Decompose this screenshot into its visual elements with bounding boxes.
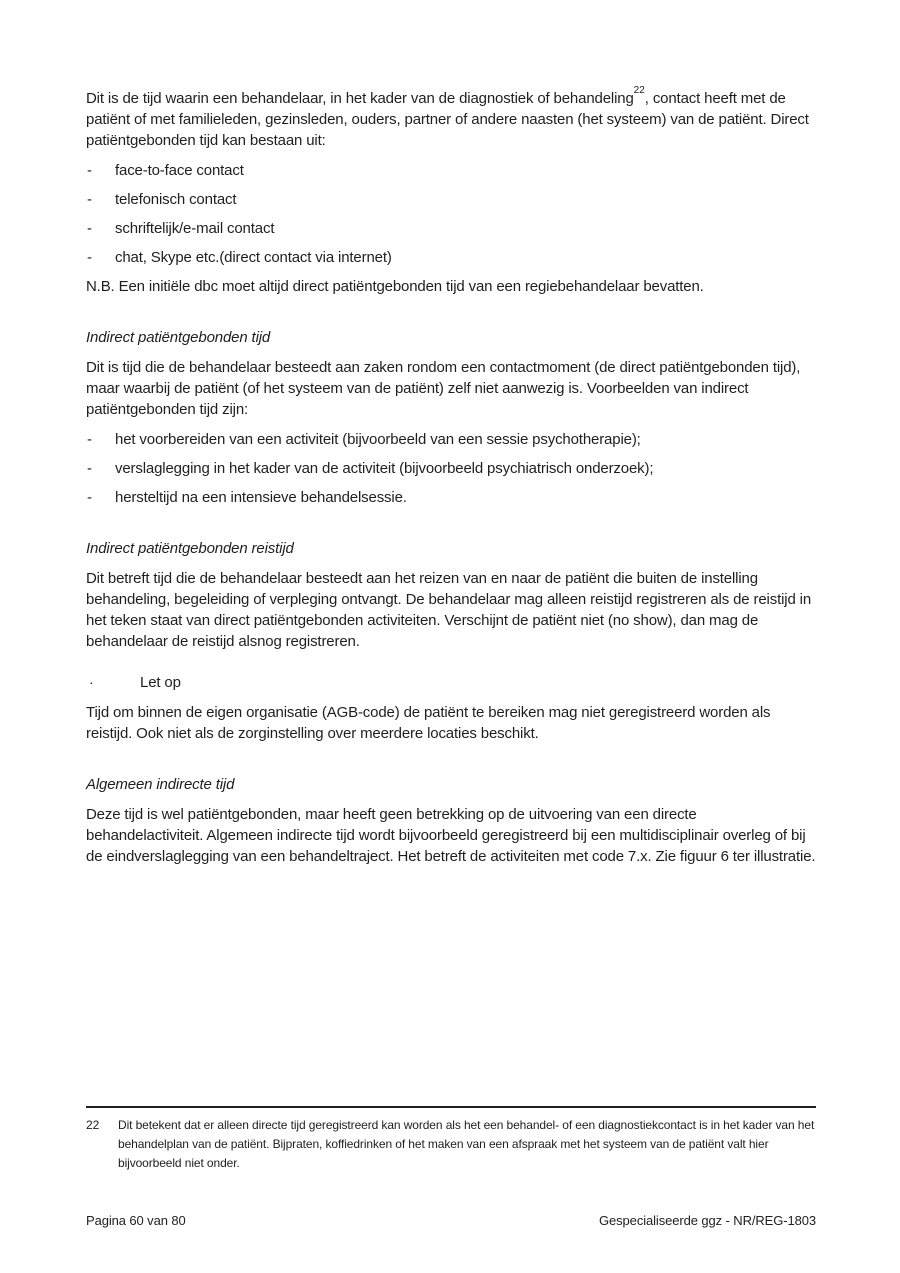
list-item-text: schriftelijk/e-mail contact [115, 220, 275, 237]
list-item-text: verslaglegging in het kader van de activiteit (bijvoorbeeld psychiatrisch onderzoek); [115, 460, 654, 477]
page-number-indicator: Pagina 60 van 80 [86, 1213, 186, 1228]
footnote-text: Dit betekent dat er alleen directe tijd geregistreerd kan worden als het een behandel- of een diagnostiekcontact is in het kader van het behandelplan van de patiënt. Bijpraten, koffiedrinken of het maken van een afspraak met het systeem van de patiënt valt hier bijvoorbeeld niet onder. [118, 1118, 815, 1170]
list-item-text: het voorbereiden van een activiteit (bijvoorbeeld van een sessie psychotherapie); [115, 431, 641, 448]
dash-bullet: - [87, 460, 92, 477]
nb-note: N.B. Een initiële dbc moet altijd direct patiëntgebonden tijd van een regiebehandelaar bevatten. [86, 278, 704, 295]
direct-contact-list [86, 160, 816, 268]
section-heading-indirect-tijd: Indirect patiëntgebonden tijd [86, 329, 271, 346]
list-item-text: face-to-face contact [115, 162, 244, 179]
footnote-area [86, 1106, 816, 1173]
intro-paragraph [86, 85, 816, 151]
dash-bullet: - [87, 489, 92, 506]
footnote [86, 1116, 816, 1173]
let-op-label: Let op [140, 674, 181, 691]
list-item [86, 218, 816, 239]
page-footer [86, 1212, 816, 1229]
footnote-number: 22 [86, 1118, 100, 1132]
list-item [86, 429, 816, 450]
list-item [86, 160, 816, 181]
list-item [86, 458, 816, 479]
let-op-paragraph: Tijd om binnen de eigen organisatie (AGB-code) de patiënt te bereiken mag niet geregistreerd worden als reistijd. Ook niet als de zorginstelling over meerdere locaties beschikt. [86, 704, 771, 742]
list-item [86, 487, 816, 508]
dash-bullet: - [87, 191, 92, 208]
section-heading-reistijd: Indirect patiëntgebonden reistijd [86, 540, 294, 557]
dash-bullet: - [87, 220, 92, 237]
list-item [86, 189, 816, 210]
list-item-text: telefonisch contact [115, 191, 237, 208]
footnote-divider [86, 1106, 816, 1108]
let-op-line [86, 672, 816, 693]
list-item-text: chat, Skype etc.(direct contact via internet) [115, 249, 392, 266]
section-heading-algemeen: Algemeen indirecte tijd [86, 776, 235, 793]
list-item-text: hersteltijd na een intensieve behandelsessie. [115, 489, 407, 506]
footnote-reference-marker: 22 [633, 85, 645, 96]
document-reference: Gespecialiseerde ggz - NR/REG-1803 [599, 1213, 816, 1228]
intro-text: Dit is de tijd waarin een behandelaar, in het kader van de diagnostiek of behandeling [86, 90, 634, 107]
section-paragraph: Dit betreft tijd die de behandelaar besteedt aan het reizen van en naar de patiënt die buiten de instelling behandeling, begeleiding of verpleging ontvangt. De behandelaar mag alleen reistijd registreren als de reistijd in het teken staat van direct patiëntgebonden activiteiten. Verschijnt de patiënt niet (no show), dan mag de behandelaar de reistijd alsnog registreren. [86, 570, 812, 650]
dash-bullet: - [87, 162, 92, 179]
dash-bullet: - [87, 249, 92, 266]
list-item [86, 247, 816, 268]
intro-text-continued: , contact heeft met de patiënt of met familieleden, gezinsleden, ouders, partner of andere naasten (het systeem) van de patiënt. Direct patiëntgebonden tijd kan bestaan uit: [86, 90, 809, 149]
indirect-tijd-list [86, 429, 816, 508]
dot-bullet: · [89, 674, 94, 690]
section-paragraph: Dit is tijd die de behandelaar besteedt aan zaken rondom een contactmoment (de direct patiëntgebonden tijd), maar waarbij de patiënt (of het systeem van de patiënt) zelf niet aanwezig is. Voorbeelden van indirect patiëntgebonden tijd zijn: [86, 359, 801, 418]
dash-bullet: - [87, 431, 92, 448]
section-paragraph: Deze tijd is wel patiëntgebonden, maar heeft geen betrekking op de uitvoering van een directe behandelactiviteit. Algemeen indirecte tijd wordt bijvoorbeeld geregistreerd bij een multidisciplinair overleg of bij de eindverslaglegging van een behandeltraject. Het betreft de activiteiten met code 7.x. Zie figuur 6 ter illustratie. [86, 806, 816, 865]
page-body [86, 85, 816, 876]
